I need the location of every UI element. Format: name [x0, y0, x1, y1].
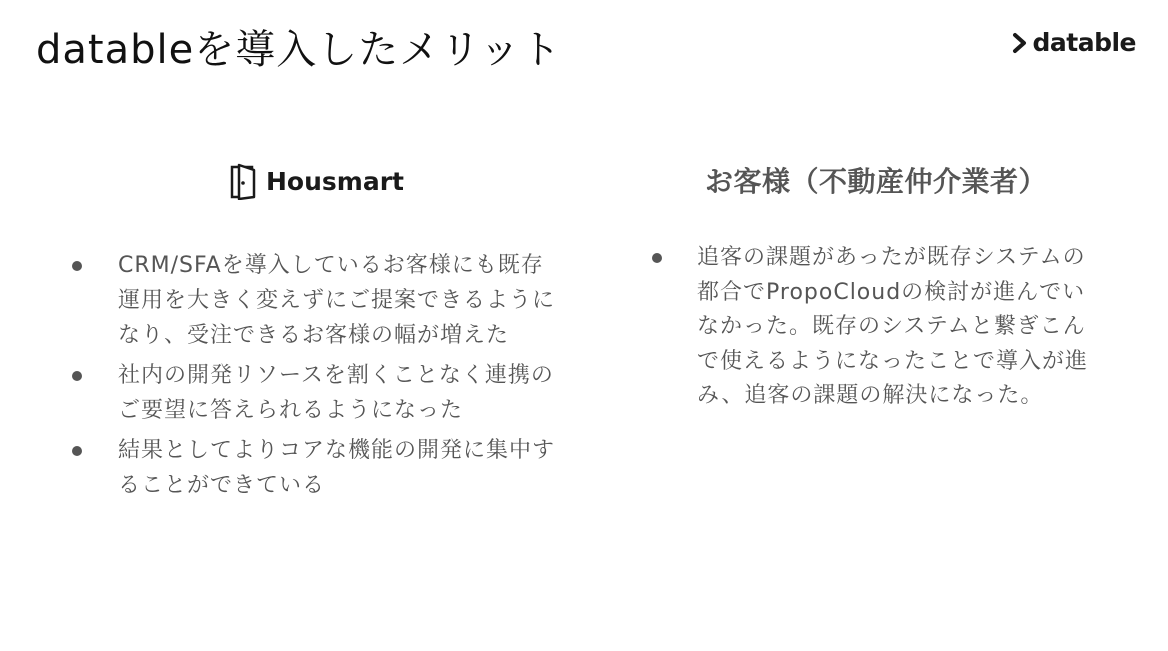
list-item: [72, 248, 562, 353]
door-icon: [230, 162, 258, 200]
list-item: [72, 433, 562, 503]
customer-benefits-list: [652, 241, 1088, 419]
housmart-logo-text: Housmart: [266, 166, 404, 196]
bullet-icon: [652, 253, 662, 263]
list-item: [652, 241, 1088, 414]
datable-logo: [1012, 28, 1136, 57]
list-item-text: 結果としてよりコアな機能の開発に集中することができている: [118, 438, 556, 498]
list-item-text: 追客の課題があったが既存システムの都合でPropoCloudの検討が進んでいなかった。既存のシステムと繋ぎこんで使えるようになったことで導入が進み、追客の課題の解決になった。: [697, 245, 1089, 409]
housmart-benefits-list: [72, 248, 562, 508]
bullet-icon: [72, 446, 82, 456]
bullet-icon: [72, 371, 82, 381]
list-item-text: CRM/SFAを導入しているお客様にも既存運用を大きく変えずにご提案できるようになり、受注できるお客様の幅が増えた: [118, 253, 556, 348]
slide-title: datableを導入したメリット: [36, 27, 562, 73]
customer-column-heading: お客様（不動産仲介業者）: [705, 165, 1048, 198]
datable-logo-text: datable: [1032, 28, 1136, 57]
bullet-icon: [72, 261, 82, 271]
chevron-right-icon: [1012, 32, 1028, 54]
list-item-text: 社内の開発リソースを割くことなく連携のご要望に答えられるようになった: [118, 363, 554, 423]
housmart-logo: [230, 162, 404, 200]
list-item: [72, 358, 562, 428]
